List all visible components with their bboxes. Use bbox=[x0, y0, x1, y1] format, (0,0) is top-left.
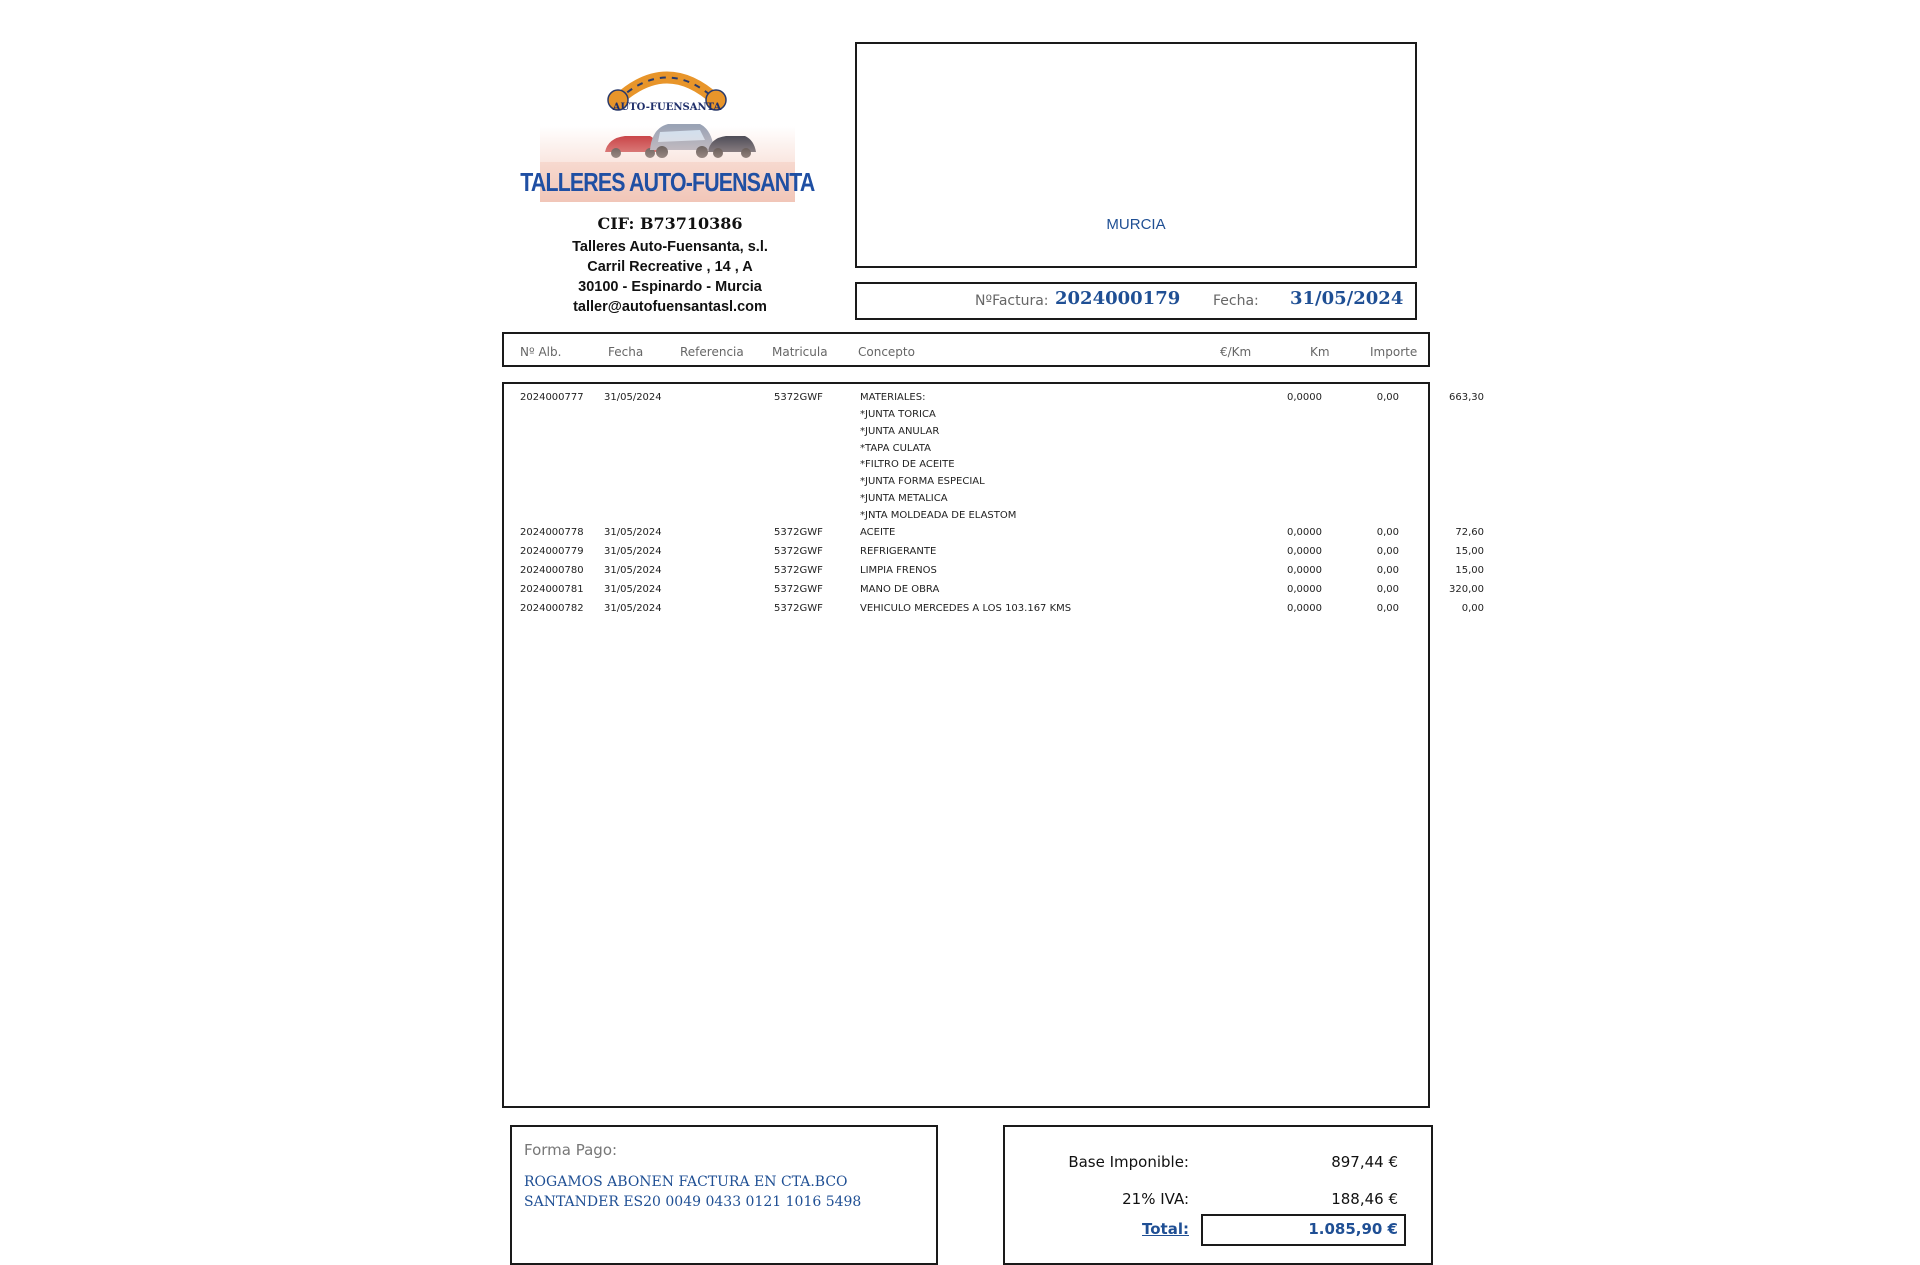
payment-box bbox=[510, 1125, 938, 1265]
cell-euro-km: 0,0000 bbox=[1287, 565, 1322, 576]
invoice-date: 31/05/2024 bbox=[1290, 288, 1404, 309]
cell-importe: 663,30 bbox=[1449, 392, 1484, 403]
material-item: *JUNTA FORMA ESPECIAL bbox=[860, 476, 985, 487]
company-city: 30100 - Espinardo - Murcia bbox=[578, 279, 762, 295]
company-name: Talleres Auto-Fuensanta, s.l. bbox=[572, 239, 768, 255]
cell-km: 0,00 bbox=[1376, 546, 1399, 557]
material-item: *JUNTA TORICA bbox=[860, 409, 936, 420]
iva-value: 188,46 € bbox=[1331, 1190, 1398, 1208]
logo-banner bbox=[520, 162, 815, 202]
cell-euro-km: 0,0000 bbox=[1287, 584, 1322, 595]
payment-line-1: ROGAMOS ABONEN FACTURA EN CTA.BCO bbox=[524, 1174, 848, 1190]
table-row bbox=[504, 584, 1484, 600]
material-item: *TAPA CULATA bbox=[860, 443, 931, 454]
header-referencia: Referencia bbox=[680, 345, 744, 359]
header-matricula: Matricula bbox=[772, 345, 828, 359]
cell-importe: 0,00 bbox=[1461, 603, 1484, 614]
material-item: *JUNTA ANULAR bbox=[860, 426, 940, 437]
invoice-number: 2024000179 bbox=[1055, 288, 1181, 309]
cell-euro-km: 0,0000 bbox=[1287, 603, 1322, 614]
invoice-date-label: Fecha: bbox=[1213, 293, 1259, 309]
total-value: 1.085,90 € bbox=[1308, 1220, 1398, 1238]
company-email: taller@autofuensantasl.com bbox=[573, 299, 767, 315]
cell-importe: 15,00 bbox=[1455, 546, 1484, 557]
cell-km: 0,00 bbox=[1376, 527, 1399, 538]
totals-box bbox=[1003, 1125, 1433, 1265]
cell-fecha: 31/05/2024 bbox=[604, 565, 662, 576]
cell-importe: 72,60 bbox=[1455, 527, 1484, 538]
total-label: Total: bbox=[1142, 1220, 1189, 1238]
client-city: MURCIA bbox=[1106, 216, 1166, 233]
company-address: Carril Recreative , 14 , A bbox=[587, 259, 753, 275]
header-importe: Importe bbox=[1370, 345, 1418, 359]
material-item: *JUNTA METALICA bbox=[860, 493, 948, 504]
cell-concepto: LIMPIA FRENOS bbox=[860, 565, 937, 576]
company-logo bbox=[520, 60, 815, 210]
invoice-number-label: NºFactura: bbox=[975, 293, 1049, 309]
iva-label: 21% IVA: bbox=[1122, 1190, 1189, 1208]
cell-matricula: 5372GWF bbox=[774, 565, 823, 576]
cell-km: 0,00 bbox=[1376, 603, 1399, 614]
table-header bbox=[502, 332, 1430, 367]
cell-importe: 320,00 bbox=[1449, 584, 1484, 595]
cell-km: 0,00 bbox=[1376, 565, 1399, 576]
cell-matricula: 5372GWF bbox=[774, 546, 823, 557]
table-row bbox=[504, 546, 1484, 562]
cell-fecha: 31/05/2024 bbox=[604, 584, 662, 595]
cell-euro-km: 0,0000 bbox=[1287, 527, 1322, 538]
company-cif: CIF: B73710386 bbox=[597, 214, 743, 233]
table-row bbox=[504, 527, 1484, 543]
base-value: 897,44 € bbox=[1331, 1153, 1398, 1171]
cell-concepto: REFRIGERANTE bbox=[860, 546, 937, 557]
items-table bbox=[502, 382, 1484, 1108]
cell-matricula: 5372GWF bbox=[774, 527, 823, 538]
cell-concepto: MANO DE OBRA bbox=[860, 584, 940, 595]
cell-alb: 2024000780 bbox=[520, 565, 584, 576]
payment-line-2: SANTANDER ES20 0049 0433 0121 1016 5498 bbox=[524, 1194, 862, 1210]
cell-matricula: 5372GWF bbox=[774, 584, 823, 595]
header-km: Km bbox=[1310, 345, 1330, 359]
cell-concepto: MATERIALES: bbox=[860, 392, 926, 403]
header-alb: Nº Alb. bbox=[520, 345, 562, 359]
table-row bbox=[504, 603, 1484, 619]
cell-fecha: 31/05/2024 bbox=[604, 527, 662, 538]
cell-matricula: 5372GWF bbox=[774, 603, 823, 614]
invoice-header-box bbox=[855, 282, 1417, 320]
table-row bbox=[504, 392, 1484, 408]
table-row bbox=[504, 565, 1484, 581]
cell-concepto: ACEITE bbox=[860, 527, 896, 538]
cell-km: 0,00 bbox=[1376, 584, 1399, 595]
cell-alb: 2024000779 bbox=[520, 546, 584, 557]
cell-concepto: VEHICULO MERCEDES A LOS 103.167 KMS bbox=[860, 603, 1072, 614]
client-box bbox=[855, 42, 1417, 268]
logo-fade bbox=[540, 126, 795, 166]
cell-euro-km: 0,0000 bbox=[1287, 392, 1322, 403]
header-euro-km: €/Km bbox=[1220, 345, 1252, 359]
material-item: *JNTA MOLDEADA DE ELASTOM bbox=[860, 510, 1017, 521]
cell-km: 0,00 bbox=[1376, 392, 1399, 403]
logo-top-text: AUTO-FUENSANTA bbox=[612, 102, 722, 113]
payment-label: Forma Pago: bbox=[524, 1141, 618, 1159]
base-label: Base Imponible: bbox=[1068, 1153, 1189, 1171]
cell-fecha: 31/05/2024 bbox=[604, 603, 662, 614]
cell-alb: 2024000781 bbox=[520, 584, 584, 595]
company-info bbox=[530, 214, 810, 317]
cell-importe: 15,00 bbox=[1455, 565, 1484, 576]
cell-alb: 2024000778 bbox=[520, 527, 584, 538]
material-item: *FILTRO DE ACEITE bbox=[860, 459, 955, 470]
header-concepto: Concepto bbox=[858, 345, 915, 359]
cell-alb: 2024000777 bbox=[520, 392, 584, 403]
logo-name: TALLERES AUTO-FUENSANTA bbox=[520, 166, 815, 197]
header-fecha: Fecha bbox=[608, 345, 644, 359]
cell-euro-km: 0,0000 bbox=[1287, 546, 1322, 557]
cell-matricula: 5372GWF bbox=[774, 392, 823, 403]
cell-fecha: 31/05/2024 bbox=[604, 546, 662, 557]
cell-alb: 2024000782 bbox=[520, 603, 584, 614]
cell-fecha: 31/05/2024 bbox=[604, 392, 662, 403]
